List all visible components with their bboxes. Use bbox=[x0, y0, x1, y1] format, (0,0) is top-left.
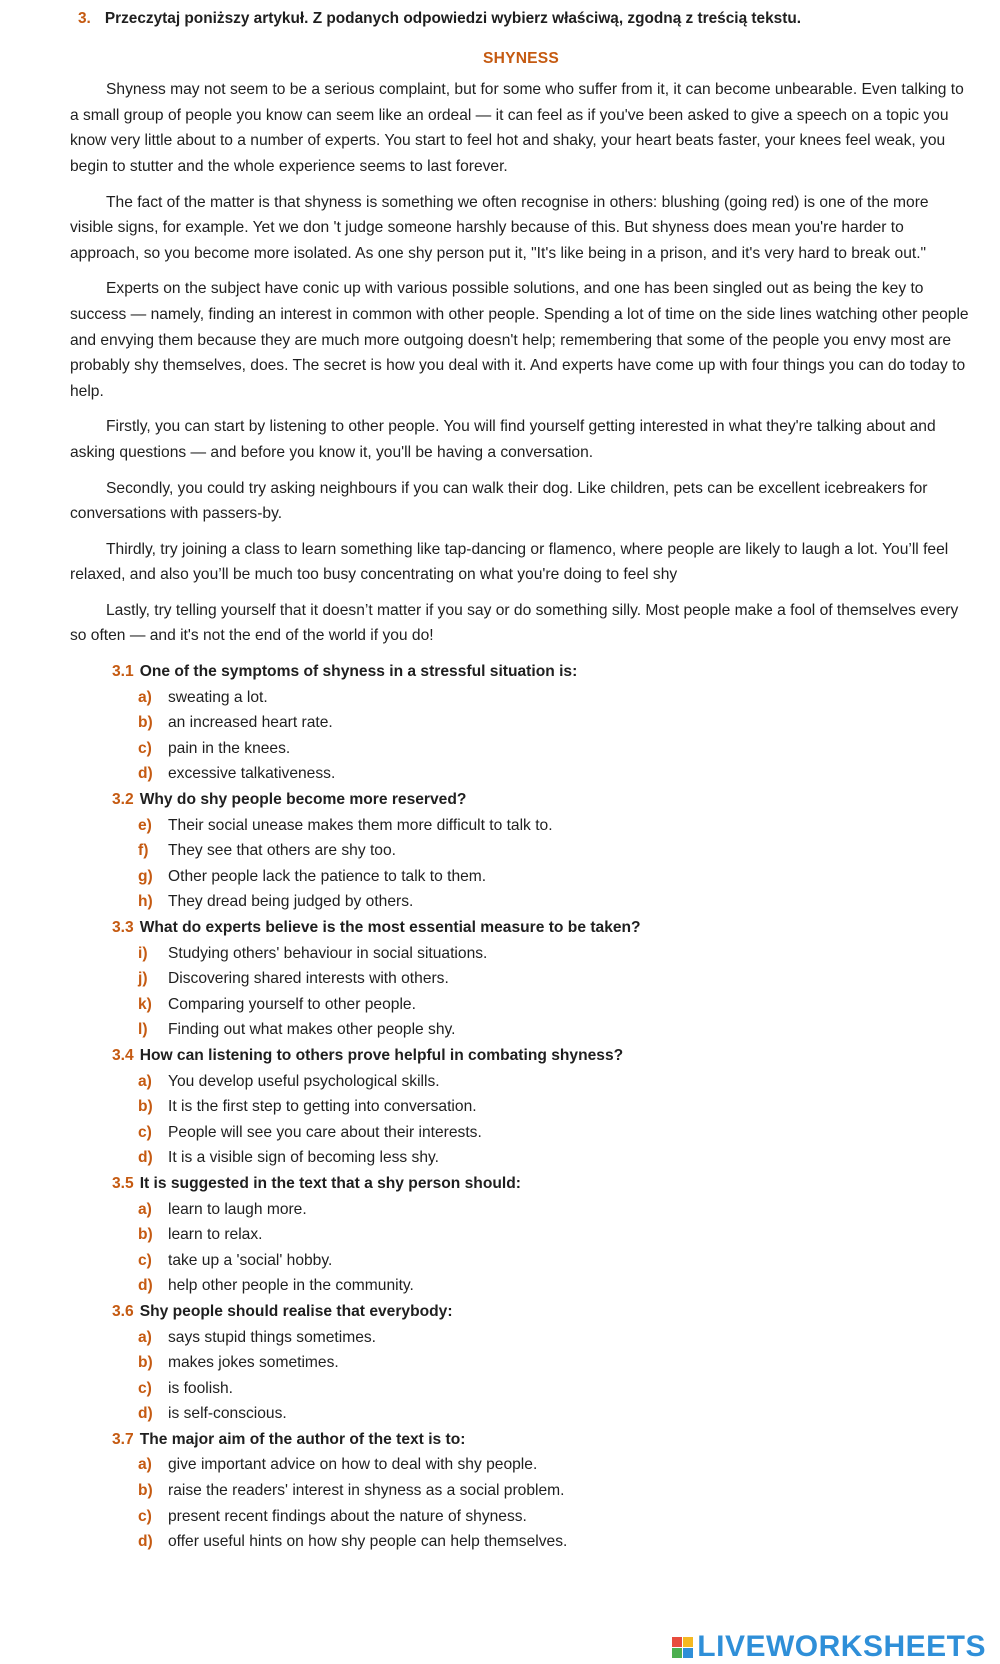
answer-option[interactable] bbox=[138, 1376, 972, 1402]
logo-square-icon bbox=[683, 1648, 693, 1658]
answer-option[interactable] bbox=[138, 1248, 972, 1274]
option-text: take up a 'social' hobby. bbox=[168, 1251, 333, 1269]
question-text: What do experts believe is the most essential measure to be taken? bbox=[139, 919, 641, 936]
question-text: Why do shy people become more reserved? bbox=[139, 791, 467, 809]
option-letter: c) bbox=[138, 739, 152, 757]
answer-option[interactable] bbox=[138, 1529, 972, 1555]
liveworksheets-logo bbox=[672, 1630, 986, 1664]
answer-option[interactable] bbox=[138, 1350, 972, 1376]
option-letter: b) bbox=[138, 1226, 153, 1244]
option-text: learn to relax. bbox=[168, 1226, 263, 1244]
answer-option[interactable] bbox=[138, 1120, 972, 1146]
answer-option[interactable] bbox=[138, 685, 972, 711]
option-text: help other people in the community. bbox=[168, 1277, 414, 1295]
answer-option[interactable] bbox=[138, 1197, 972, 1223]
option-letter: d) bbox=[138, 1533, 153, 1551]
option-letter: c) bbox=[138, 1251, 152, 1269]
option-text: People will see you care about their interests. bbox=[168, 1123, 482, 1141]
question-title bbox=[112, 1299, 972, 1325]
option-text: says stupid things sometimes. bbox=[168, 1328, 377, 1346]
answer-option[interactable] bbox=[138, 1452, 972, 1478]
option-text: pain in the knees. bbox=[168, 739, 291, 757]
question-text: One of the symptoms of shyness in a stressful situation is: bbox=[139, 663, 578, 681]
answer-option[interactable] bbox=[138, 1478, 972, 1504]
option-letter: d) bbox=[138, 765, 153, 783]
option-text: They dread being judged by others. bbox=[168, 893, 414, 911]
question-number: 3.3 bbox=[112, 919, 134, 936]
option-letter: c) bbox=[138, 1507, 152, 1525]
option-letter: d) bbox=[138, 1277, 153, 1295]
task-number: 3. bbox=[78, 10, 91, 27]
article-paragraph: Secondly, you could try asking neighbours if you can walk their dog. Like children, pets can be excellent icebreakers for conversations with passers-by. bbox=[70, 479, 928, 523]
option-letter: l) bbox=[138, 1021, 148, 1039]
option-text: an increased heart rate. bbox=[168, 714, 333, 732]
answer-option[interactable] bbox=[138, 1504, 972, 1530]
question-list bbox=[70, 659, 972, 1555]
option-letter: c) bbox=[138, 1123, 152, 1141]
answer-option[interactable] bbox=[138, 813, 972, 839]
answer-option[interactable] bbox=[138, 966, 972, 992]
article-title: SHYNESS bbox=[483, 49, 559, 67]
logo-square-icon bbox=[683, 1637, 693, 1647]
option-letter: a) bbox=[138, 1072, 152, 1090]
article-body bbox=[70, 77, 972, 649]
option-letter: f) bbox=[138, 842, 149, 860]
option-text: learn to laugh more. bbox=[168, 1200, 307, 1218]
question-title bbox=[112, 659, 972, 685]
logo-text: LIVEWORKSHEETS bbox=[697, 1630, 986, 1664]
option-letter: b) bbox=[138, 1354, 153, 1372]
option-letter: g) bbox=[138, 867, 153, 885]
answer-option[interactable] bbox=[138, 1273, 972, 1299]
article-paragraph: The fact of the matter is that shyness is something we often recognise in others: blushing (going red) is one of the more visible signs, for example. Yet we don 't judge someone harshly because of this. But shyness does mean you're harder to approach, so you become more isolated. As one shy person put it, "It's like being in a prison, and it's very hard to break out." bbox=[70, 193, 929, 262]
task-header bbox=[78, 6, 972, 32]
option-letter: a) bbox=[138, 688, 152, 706]
question-block bbox=[112, 787, 972, 915]
answer-option[interactable] bbox=[138, 1069, 972, 1095]
question-number: 3.5 bbox=[112, 1174, 134, 1192]
answer-option[interactable] bbox=[138, 1325, 972, 1351]
option-text: raise the readers' interest in shyness as a social problem. bbox=[168, 1482, 565, 1500]
option-text: present recent findings about the nature of shyness. bbox=[168, 1507, 527, 1525]
question-block bbox=[112, 1171, 972, 1299]
option-letter: j) bbox=[138, 970, 148, 988]
option-text: give important advice on how to deal with shy people. bbox=[168, 1456, 538, 1474]
answer-option[interactable] bbox=[138, 1145, 972, 1171]
option-letter: d) bbox=[138, 1149, 153, 1167]
article-paragraph: Thirdly, try joining a class to learn something like tap-dancing or flamenco, where people are likely to laugh a lot. You’ll feel relaxed, and also you’ll be much too busy concentrating on what you're doing to feel shy bbox=[70, 540, 949, 584]
question-number: 3.1 bbox=[112, 663, 134, 681]
option-text: You develop useful psychological skills. bbox=[168, 1072, 440, 1090]
option-text: Discovering shared interests with others. bbox=[168, 970, 449, 988]
question-block bbox=[112, 1043, 972, 1171]
question-text: Shy people should realise that everybody: bbox=[139, 1302, 453, 1320]
logo-square-icon bbox=[672, 1648, 682, 1658]
answer-option[interactable] bbox=[138, 838, 972, 864]
question-title bbox=[112, 915, 972, 941]
question-block bbox=[112, 659, 972, 787]
question-text: It is suggested in the text that a shy person should: bbox=[139, 1174, 521, 1192]
option-letter: c) bbox=[138, 1379, 152, 1397]
logo-square-icon bbox=[672, 1637, 682, 1647]
option-text: excessive talkativeness. bbox=[168, 765, 336, 783]
option-text: They see that others are shy too. bbox=[168, 842, 396, 860]
article-paragraph: Firstly, you can start by listening to other people. You will find yourself getting interested in what they're talking about and asking questions — and before you know it, you'll be having a conversation. bbox=[70, 418, 936, 461]
option-text: It is the first step to getting into conversation. bbox=[168, 1098, 477, 1116]
option-letter: a) bbox=[138, 1456, 152, 1474]
question-title bbox=[112, 1171, 972, 1197]
answer-option[interactable] bbox=[138, 1401, 972, 1427]
task-instruction: Przeczytaj poniższy artykuł. Z podanych odpowiedzi wybierz właściwą, zgodną z treścią tekstu. bbox=[104, 10, 802, 27]
question-text: The major aim of the author of the text is to: bbox=[139, 1430, 466, 1448]
article-paragraph: Shyness may not seem to be a serious complaint, but for some who suffer from it, it can become unbearable. Even talking to a small group of people you know can seem like an ordeal — it can feel as if you've been asked to give a speech on a topic you know very little about to a number of experts. You start to feel hot and shaky, your heart beats faster, your knees feel weak, you begin to stutter and the whole experience seems to last forever. bbox=[70, 81, 964, 175]
option-text: makes jokes sometimes. bbox=[168, 1354, 339, 1372]
answer-option[interactable] bbox=[138, 864, 972, 890]
answer-option[interactable] bbox=[138, 1017, 972, 1043]
answer-option[interactable] bbox=[138, 941, 972, 967]
question-number: 3.2 bbox=[112, 791, 134, 809]
answer-option[interactable] bbox=[138, 761, 972, 787]
option-letter: b) bbox=[138, 1098, 153, 1116]
answer-option[interactable] bbox=[138, 1094, 972, 1120]
question-number: 3.6 bbox=[112, 1302, 134, 1320]
option-text: Other people lack the patience to talk to them. bbox=[168, 867, 487, 885]
article-paragraph: Lastly, try telling yourself that it doesn’t matter if you say or do something silly. Most people make a fool of themselves every so often — and it's not the end of the world if you do! bbox=[70, 601, 959, 645]
option-letter: b) bbox=[138, 714, 153, 732]
answer-option[interactable] bbox=[138, 992, 972, 1018]
question-title bbox=[112, 1427, 972, 1453]
option-text: Finding out what makes other people shy. bbox=[168, 1021, 456, 1039]
option-letter: e) bbox=[138, 816, 152, 834]
option-text: is foolish. bbox=[168, 1379, 234, 1397]
answer-option[interactable] bbox=[138, 1222, 972, 1248]
question-title bbox=[112, 1043, 972, 1069]
option-text: Comparing yourself to other people. bbox=[168, 995, 416, 1013]
option-text: Studying others' behaviour in social situations. bbox=[168, 944, 488, 962]
option-letter: i) bbox=[138, 944, 148, 962]
option-text: It is a visible sign of becoming less shy. bbox=[168, 1149, 439, 1167]
option-text: is self-conscious. bbox=[168, 1405, 287, 1423]
option-text: offer useful hints on how shy people can help themselves. bbox=[168, 1533, 568, 1551]
option-letter: a) bbox=[138, 1200, 152, 1218]
option-letter: k) bbox=[138, 995, 152, 1013]
answer-option[interactable] bbox=[138, 889, 972, 915]
logo-mark-icon bbox=[672, 1637, 693, 1658]
question-block bbox=[112, 1299, 972, 1427]
option-letter: h) bbox=[138, 893, 153, 911]
answer-option[interactable] bbox=[138, 710, 972, 736]
question-number: 3.4 bbox=[112, 1046, 134, 1064]
option-text: sweating a lot. bbox=[168, 688, 268, 706]
option-letter: d) bbox=[138, 1405, 153, 1423]
question-block bbox=[112, 915, 972, 1043]
answer-option[interactable] bbox=[138, 736, 972, 762]
option-letter: a) bbox=[138, 1328, 152, 1346]
option-letter: b) bbox=[138, 1482, 153, 1500]
article-paragraph: Experts on the subject have conic up with various possible solutions, and one has been singled out as being the key to success — namely, finding an interest in common with other people. Spending a lot of time on the side lines watching other people and envying them because they are much more outgoing doesn't help; remembering that some of the people you envy most are probably shy themselves, does. The secret is how you deal with it. And experts have come up with four things you can do today to help. bbox=[70, 280, 969, 400]
question-number: 3.7 bbox=[112, 1430, 134, 1448]
question-block bbox=[112, 1427, 972, 1555]
question-text: How can listening to others prove helpful in combating shyness? bbox=[139, 1046, 624, 1064]
question-title bbox=[112, 787, 972, 813]
option-text: Their social unease makes them more difficult to talk to. bbox=[168, 816, 553, 834]
